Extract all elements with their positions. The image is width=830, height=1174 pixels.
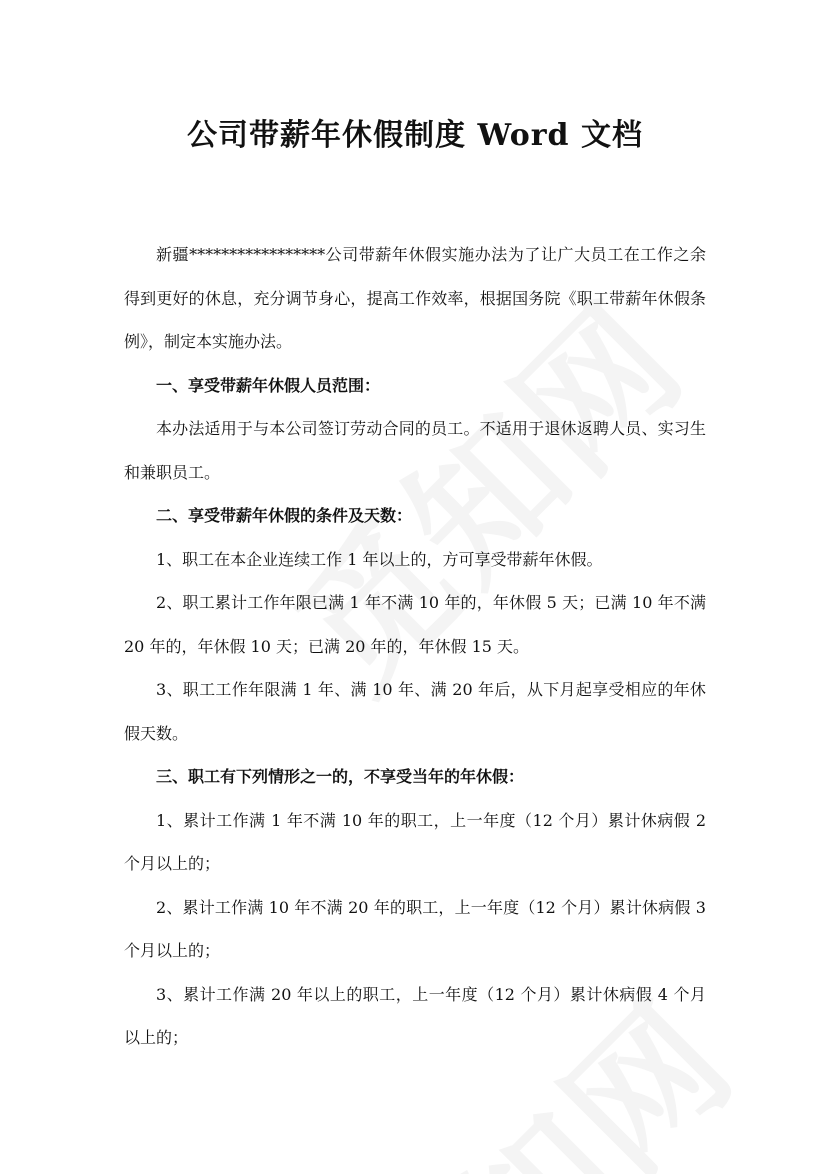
body-paragraph: 3、职工工作年限满 1 年、满 10 年、满 20 年后，从下月起享受相应的年休假天数。 bbox=[124, 680, 706, 743]
section-heading: 二、享受带薪年休假的条件及天数： bbox=[156, 506, 413, 525]
body-paragraph: 2、累计工作满 10 年不满 20 年的职工，上一年度（12 个月）累计休病假 3 个月以上的； bbox=[124, 897, 706, 960]
body-paragraph: 1、累计工作满 1 年不满 10 年的职工，上一年度（12 个月）累计休病假 2 个月以上的； bbox=[124, 810, 706, 873]
body-paragraph: 3、累计工作满 20 年以上的职工，上一年度（12 个月）累计休病假 4 个月以上的； bbox=[124, 984, 706, 1047]
section-heading: 一、享受带薪年休假人员范围： bbox=[156, 375, 381, 395]
body-paragraph: 本办法适用于与本公司签订劳动合同的员工。不适用于退休返聘人员、实习生和兼职员工。 bbox=[124, 419, 706, 482]
intro-paragraph: 新疆*****************公司带薪年休假实施办法为了让广大员工在工作之余得到更好的休息，充分调节身心，提高工作效率，根据国务院《职工带薪年休假条例》，制定本实施办法。 bbox=[124, 245, 706, 351]
document-body bbox=[124, 233, 706, 1060]
body-paragraph: 2、职工累计工作年限已满 1 年不满 10 年的，年休假 5 天；已满 10 年不满 20 年的，年休假 10 天；已满 20 年的，年休假 15 天。 bbox=[124, 593, 706, 656]
section-heading: 三、职工有下列情形之一的，不享受当年的年休假： bbox=[156, 767, 525, 786]
body-paragraph: 1、职工在本企业连续工作 1 年以上的，方可享受带薪年休假。 bbox=[156, 549, 603, 569]
document-title: 公司带薪年休假制度 Word 文档 bbox=[187, 118, 643, 153]
